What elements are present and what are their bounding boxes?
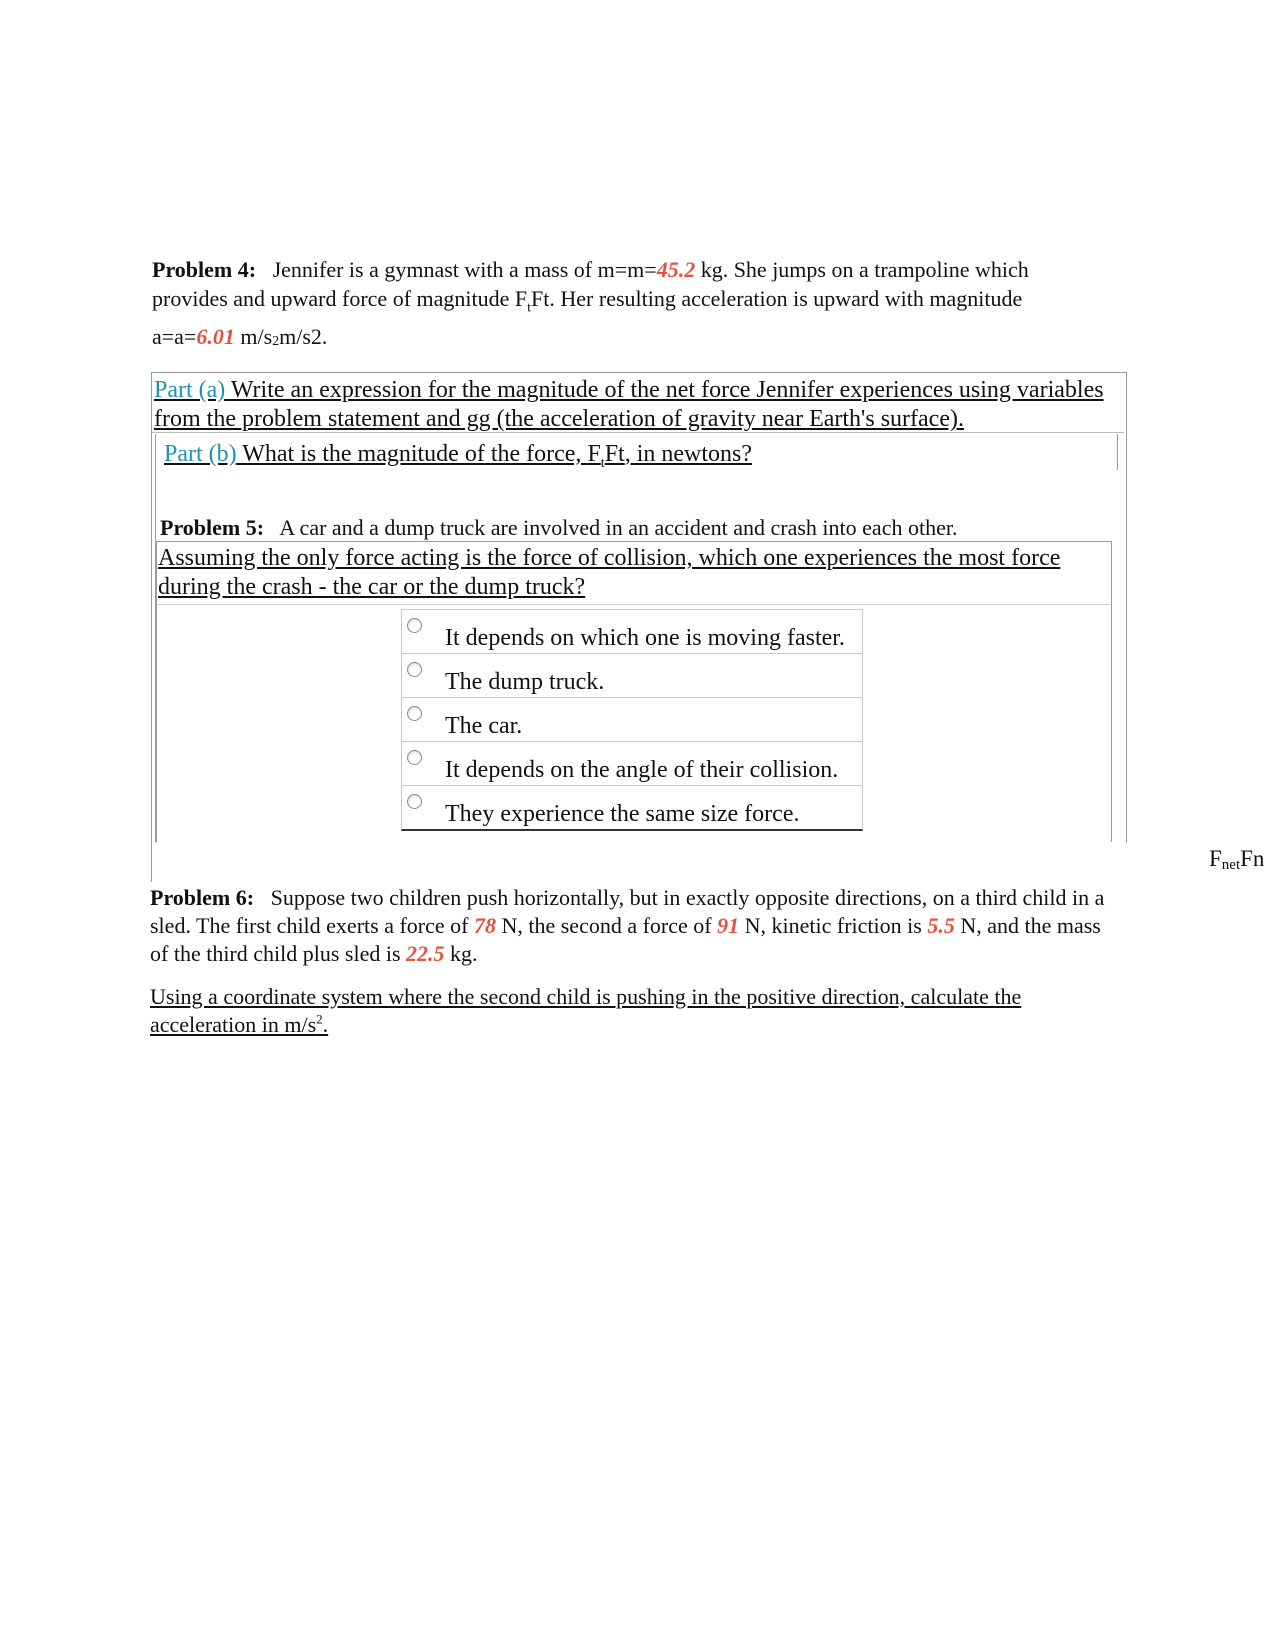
part-b-text-1: What is the magnitude of the force,: [236, 441, 588, 467]
answer-option[interactable]: [402, 654, 862, 698]
acceleration-unit: m/s: [234, 324, 273, 350]
mass-variable: m=m=: [597, 257, 657, 282]
radio-button[interactable]: [407, 706, 422, 721]
answer-option[interactable]: [402, 742, 862, 786]
problem-4-statement: [152, 255, 1072, 356]
acceleration-value: 6.01: [196, 324, 235, 350]
sled-mass-value: 22.5: [406, 941, 445, 966]
answer-option-label: They experience the same size force.: [445, 801, 800, 827]
problem-5-question: Assuming the only force acting is the force of collision, which one experiences the most force during the crash - the car or the dump truck?: [158, 545, 1061, 600]
force-variable-tail: Ft: [531, 286, 550, 311]
problem-5-text: A car and a dump truck are involved in an accident and crash into each other.: [279, 515, 958, 540]
problem-6-text-4: N, and the mass of the third child plus sled is: [150, 913, 1101, 966]
part-a-prompt: [154, 376, 1104, 434]
answer-option[interactable]: [402, 610, 862, 654]
mass-value: 45.2: [656, 257, 696, 282]
problem-4-text-1: Jennifer is a gymnast with a mass of: [272, 257, 598, 282]
frame-gap: [1116, 470, 1124, 842]
friction-value: 5.5: [927, 913, 955, 938]
net-force-label: [1209, 846, 1264, 874]
problem-4-text-3: . Her resulting acceleration is upward with magnitude: [549, 286, 1023, 311]
problem-6-text-2: N, the second a force of: [495, 913, 718, 938]
radio-button[interactable]: [407, 662, 422, 677]
problem-4-label: Problem 4:: [152, 257, 257, 282]
problem-6-statement: [150, 884, 1110, 968]
acceleration-variable: a=a=: [152, 324, 197, 350]
force-variable: F: [514, 286, 528, 311]
first-force-value: 78: [473, 913, 496, 938]
part-b-text-2: , in newtons?: [624, 441, 753, 467]
radio-button[interactable]: [407, 750, 422, 765]
part-a-divider: [152, 432, 1124, 433]
problem-5-divider: [157, 604, 1110, 605]
radio-button[interactable]: [407, 794, 422, 809]
net-force-subscript: net: [1221, 857, 1241, 873]
answer-option-label: It depends on which one is moving faster.: [445, 625, 845, 651]
acceleration-unit-tail: m/s2.: [279, 324, 328, 350]
answer-option-label: The car.: [445, 713, 523, 739]
force-subscript: t: [527, 300, 532, 316]
problem-6-unit-power: 2: [316, 1011, 323, 1027]
problem-6-text-5: kg.: [444, 941, 478, 966]
problem-6-text-1: Suppose two children push horizontally, but in exactly opposite directions, on a third child in a sled. The first child exerts a force of: [150, 885, 1105, 938]
part-b-force-variable: F: [587, 441, 601, 467]
problem-6-question-text: Using a coordinate system where the second child is pushing in the positive direction, calculate the acceleration in m/s: [150, 984, 1022, 1037]
net-force-symbol: F: [1209, 846, 1222, 871]
problem-5-statement: [160, 514, 1110, 542]
answer-option[interactable]: [402, 786, 862, 829]
part-b-force-subscript: t: [600, 455, 605, 471]
problem-5-label: Problem 5:: [160, 515, 265, 540]
part-a-text: Write an expression for the magnitude of the net force Jennifer experiences using variables from the problem statement and gg (the acceleration of gravity near Earth's surface).: [154, 377, 1104, 432]
answer-option[interactable]: [402, 698, 862, 742]
part-b-force-tail: Ft: [604, 441, 625, 467]
net-force-tail: Fn: [1240, 846, 1265, 871]
problem-6-label: Problem 6:: [150, 885, 255, 910]
part-a-link[interactable]: Part (a): [154, 377, 226, 403]
acceleration-unit-power: 2: [272, 334, 280, 350]
problem-4-text-2: kg. She jumps on a trampoline which provides and upward force of magnitude: [152, 257, 1029, 311]
problem-6-question: [150, 983, 1110, 1039]
radio-button[interactable]: [407, 618, 422, 633]
problem-6-question-end: .: [322, 1012, 329, 1037]
part-b-prompt: [164, 440, 1064, 478]
answer-option-label: It depends on the angle of their collision.: [445, 757, 839, 783]
frame-divider: [151, 842, 152, 882]
part-b-link[interactable]: Part (b): [164, 441, 237, 467]
answer-options: [401, 609, 863, 831]
problem-6-text-3: N, kinetic friction is: [739, 913, 928, 938]
second-force-value: 91: [717, 913, 740, 938]
answer-option-label: The dump truck.: [445, 669, 605, 695]
